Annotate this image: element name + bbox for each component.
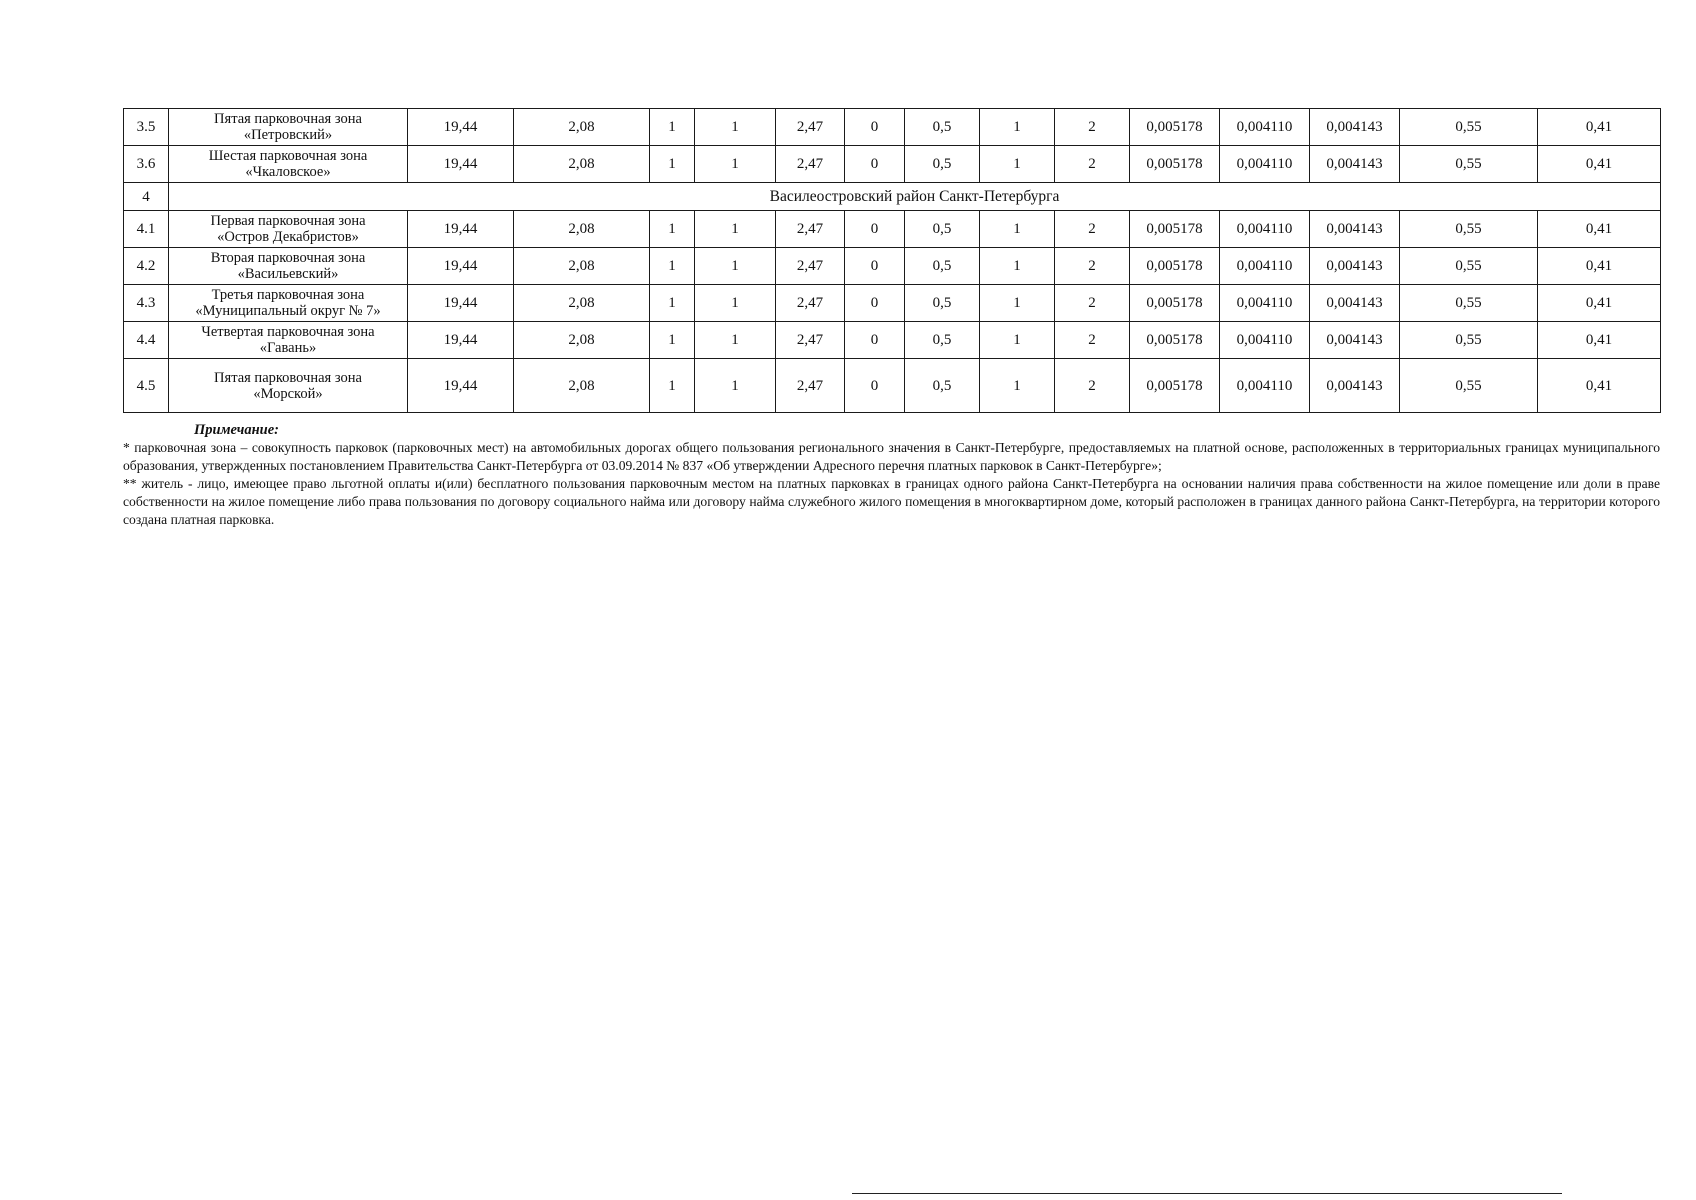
row-number: 4.1 [124, 211, 169, 248]
row-number: 4 [124, 183, 169, 211]
value-cell: 2 [1055, 248, 1130, 285]
value-cell: 0,004110 [1220, 248, 1310, 285]
zone-name-line2: «Васильевский» [237, 266, 339, 282]
table-row [124, 248, 1661, 285]
notes-title: Примечание: [194, 422, 280, 438]
value-cell: 1 [650, 146, 695, 183]
value-cell: 0,55 [1400, 248, 1538, 285]
row-number: 4.3 [124, 285, 169, 322]
value-cell: 0,004143 [1310, 146, 1400, 183]
value-cell: 0,5 [905, 146, 980, 183]
notes-block [123, 421, 1660, 529]
row-number: 3.6 [124, 146, 169, 183]
value-cell: 2 [1055, 359, 1130, 413]
district-title: Василеостровский район Санкт-Петербурга [169, 183, 1661, 211]
value-cell: 0,41 [1538, 248, 1661, 285]
value-cell: 0,005178 [1130, 146, 1220, 183]
value-cell: 19,44 [408, 359, 514, 413]
value-cell: 1 [695, 285, 776, 322]
value-cell: 0,005178 [1130, 248, 1220, 285]
value-cell: 1 [695, 359, 776, 413]
value-cell: 1 [980, 322, 1055, 359]
value-cell: 0,004110 [1220, 146, 1310, 183]
zone-name-cell [169, 146, 408, 183]
value-cell: 1 [695, 248, 776, 285]
row-number: 4.4 [124, 322, 169, 359]
value-cell: 2,08 [514, 248, 650, 285]
value-cell: 19,44 [408, 322, 514, 359]
value-cell: 0,55 [1400, 211, 1538, 248]
value-cell: 0,41 [1538, 359, 1661, 413]
value-cell: 0,5 [905, 109, 980, 146]
value-cell: 19,44 [408, 285, 514, 322]
value-cell: 0,004143 [1310, 322, 1400, 359]
value-cell: 2,08 [514, 146, 650, 183]
value-cell: 0,41 [1538, 109, 1661, 146]
value-cell: 0,5 [905, 285, 980, 322]
value-cell: 2,47 [776, 109, 845, 146]
value-cell: 0 [845, 248, 905, 285]
tariff-table [123, 108, 1661, 413]
value-cell: 0 [845, 211, 905, 248]
value-cell: 0,55 [1400, 146, 1538, 183]
value-cell: 0,004110 [1220, 211, 1310, 248]
zone-name-cell [169, 359, 408, 413]
note-resident: ** житель - лицо, имеющее право льготной оплаты и(или) бесплатного пользования парковочным местом на платных парковках в границах одного района Санкт-Петербурга на основании наличия права собственности на жилое помещение или доли в праве собственности на жилое помещение либо права пользования по договору социального найма или договору найма служебного жилого помещения в многоквартирном доме, который расположен в границах данного района Санкт-Петербурга, на территории которого создана платная парковка. [123, 476, 1660, 527]
value-cell: 1 [980, 285, 1055, 322]
value-cell: 0,55 [1400, 109, 1538, 146]
table-row [124, 146, 1661, 183]
value-cell: 1 [650, 211, 695, 248]
value-cell: 0,55 [1400, 359, 1538, 413]
value-cell: 2,08 [514, 109, 650, 146]
table-row [124, 322, 1661, 359]
value-cell: 2 [1055, 211, 1130, 248]
zone-name-line1: Третья парковочная зона [211, 287, 365, 303]
zone-name-line1: Пятая парковочная зона [214, 369, 362, 386]
row-number: 4.5 [124, 359, 169, 413]
value-cell: 2 [1055, 285, 1130, 322]
value-cell: 1 [980, 248, 1055, 285]
value-cell: 0,005178 [1130, 211, 1220, 248]
zone-name-line1: Пятая парковочная зона [214, 111, 362, 127]
value-cell: 1 [650, 359, 695, 413]
value-cell: 0,004143 [1310, 285, 1400, 322]
value-cell: 2,08 [514, 285, 650, 322]
zone-name-line2: «Морской» [253, 385, 323, 402]
value-cell: 0 [845, 109, 905, 146]
value-cell: 2,47 [776, 211, 845, 248]
district-row [124, 183, 1661, 211]
zone-name-line1: Шестая парковочная зона [208, 148, 368, 164]
value-cell: 0,005178 [1130, 109, 1220, 146]
value-cell: 0,41 [1538, 285, 1661, 322]
value-cell: 2 [1055, 146, 1130, 183]
value-cell: 0,5 [905, 359, 980, 413]
value-cell: 0,004110 [1220, 359, 1310, 413]
value-cell: 0,55 [1400, 285, 1538, 322]
zone-name-line1: Первая парковочная зона [210, 213, 366, 229]
value-cell: 0 [845, 322, 905, 359]
value-cell: 1 [695, 146, 776, 183]
value-cell: 19,44 [408, 211, 514, 248]
zone-name-line2: «Остров Декабристов» [217, 229, 359, 245]
value-cell: 1 [650, 322, 695, 359]
value-cell: 0,004110 [1220, 109, 1310, 146]
table-body [124, 109, 1661, 413]
value-cell: 0,41 [1538, 146, 1661, 183]
zone-name-line2: «Муниципальный округ № 7» [195, 303, 381, 319]
value-cell: 0,004143 [1310, 109, 1400, 146]
value-cell: 1 [650, 109, 695, 146]
table-row [124, 359, 1661, 413]
value-cell: 1 [980, 359, 1055, 413]
value-cell: 0,005178 [1130, 285, 1220, 322]
value-cell: 1 [695, 211, 776, 248]
value-cell: 0,41 [1538, 211, 1661, 248]
value-cell: 0,004110 [1220, 322, 1310, 359]
value-cell: 1 [650, 285, 695, 322]
value-cell: 0,005178 [1130, 359, 1220, 413]
value-cell: 0,004143 [1310, 211, 1400, 248]
value-cell: 0,5 [905, 248, 980, 285]
value-cell: 0,5 [905, 322, 980, 359]
zone-name-cell [169, 109, 408, 146]
value-cell: 1 [695, 322, 776, 359]
zone-name-line1: Четвертая парковочная зона [201, 324, 375, 340]
value-cell: 0,5 [905, 211, 980, 248]
value-cell: 0,41 [1538, 322, 1661, 359]
value-cell: 1 [980, 146, 1055, 183]
value-cell: 2 [1055, 322, 1130, 359]
row-number: 4.2 [124, 248, 169, 285]
value-cell: 19,44 [408, 109, 514, 146]
table-row [124, 285, 1661, 322]
row-number: 3.5 [124, 109, 169, 146]
value-cell: 1 [650, 248, 695, 285]
value-cell: 1 [980, 211, 1055, 248]
zone-name-cell [169, 322, 408, 359]
zone-name-line2: «Чкаловское» [245, 164, 331, 180]
value-cell: 0,004143 [1310, 359, 1400, 413]
zone-name-cell [169, 211, 408, 248]
value-cell: 2,08 [514, 359, 650, 413]
value-cell: 2,47 [776, 285, 845, 322]
value-cell: 1 [695, 109, 776, 146]
table-row [124, 211, 1661, 248]
value-cell: 0,004143 [1310, 248, 1400, 285]
value-cell: 2 [1055, 109, 1130, 146]
note-parking-zone: * парковочная зона – совокупность парковок (парковочных мест) на автомобильных дорогах общего пользования регионального значения в Санкт-Петербурге, предоставляемых на платной основе, расположенных в территориальных границах муниципального образования, утвержденных постановлением Правительства Санкт-Петербурга от 03.09.2014 № 837 «Об утверждении Адресного перечня платных парковок в Санкт-Петербурге»; [123, 440, 1660, 473]
value-cell: 19,44 [408, 248, 514, 285]
value-cell: 0 [845, 359, 905, 413]
zone-name-line2: «Петровский» [243, 127, 333, 143]
value-cell: 2,08 [514, 322, 650, 359]
value-cell: 2,47 [776, 322, 845, 359]
value-cell: 1 [980, 109, 1055, 146]
value-cell: 2,47 [776, 248, 845, 285]
value-cell: 2,47 [776, 146, 845, 183]
zone-name-cell [169, 248, 408, 285]
value-cell: 0 [845, 285, 905, 322]
value-cell: 0,004110 [1220, 285, 1310, 322]
value-cell: 0,005178 [1130, 322, 1220, 359]
value-cell: 0 [845, 146, 905, 183]
value-cell: 2,47 [776, 359, 845, 413]
value-cell: 0,55 [1400, 322, 1538, 359]
table-row [124, 109, 1661, 146]
value-cell: 2,08 [514, 211, 650, 248]
signature-line [852, 1193, 1562, 1194]
zone-name-line1: Вторая парковочная зона [210, 250, 366, 266]
value-cell: 19,44 [408, 146, 514, 183]
zone-name-cell [169, 285, 408, 322]
zone-name-line2: «Гавань» [259, 340, 317, 356]
